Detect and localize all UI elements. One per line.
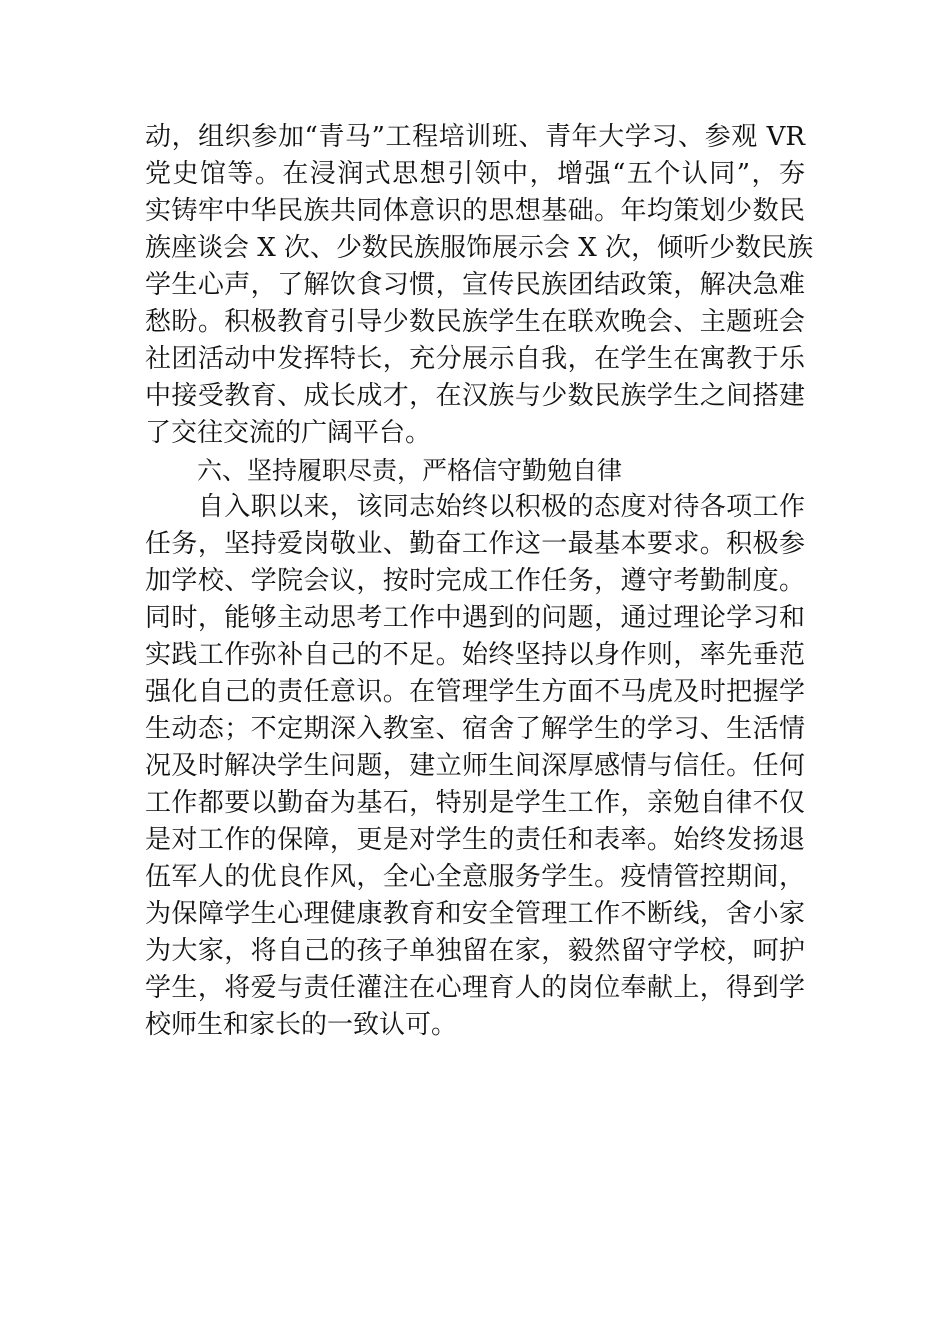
paragraph-line: 自入职以来，该同志始终以积极的态度对待各项工作 bbox=[145, 492, 805, 522]
paragraph-line: 同时，能够主动思考工作中遇到的问题，通过理论学习和 bbox=[145, 603, 805, 633]
paragraph-line: 党史馆等。在浸润式思想引领中，增强“五个认同”，夯 bbox=[145, 159, 805, 189]
paragraph-line: 况及时解决学生问题，建立师生间深厚感情与信任。任何 bbox=[145, 751, 805, 781]
paragraph-line: 愁盼。积极教育引导少数民族学生在联欢晚会、主题班会 bbox=[145, 307, 805, 337]
paragraph-line: 是对工作的保障，更是对学生的责任和表率。始终发扬退 bbox=[145, 825, 805, 855]
paragraph-line: 为保障学生心理健康教育和安全管理工作不断线，舍小家 bbox=[145, 899, 805, 929]
paragraph-line: 了交往交流的广阔平台。 bbox=[145, 418, 432, 448]
paragraph-line: 动，组织参加“青马”工程培训班、青年大学习、参观 VR bbox=[145, 122, 805, 152]
paragraph-line: 工作都要以勤奋为基石，特别是学生工作，亲勉自律不仅 bbox=[145, 788, 805, 818]
paragraph-line: 强化自己的责任意识。在管理学生方面不马虎及时把握学 bbox=[145, 677, 805, 707]
paragraph-line: 伍军人的优良作风，全心全意服务学生。疫情管控期间， bbox=[145, 862, 805, 892]
paragraph-line: 学生，将爱与责任灌注在心理育人的岗位奉献上，得到学 bbox=[145, 973, 805, 1003]
paragraph-line: 加学校、学院会议，按时完成工作任务，遵守考勤制度。 bbox=[145, 566, 805, 596]
paragraph-line: 学生心声，了解饮食习惯，宣传民族团结政策，解决急难 bbox=[145, 270, 805, 300]
paragraph-line: 中接受教育、成长成才，在汉族与少数民族学生之间搭建 bbox=[145, 381, 805, 411]
paragraph-line: 社团活动中发挥特长，充分展示自我，在学生在寓教于乐 bbox=[145, 344, 805, 374]
paragraph-line: 实铸牢中华民族共同体意识的思想基础。年均策划少数民 bbox=[145, 196, 805, 226]
paragraph-line: 族座谈会 X 次、少数民族服饰展示会 X 次，倾听少数民族 bbox=[145, 233, 814, 263]
paragraph-line: 生动态；不定期深入教室、宿舍了解学生的学习、生活情 bbox=[145, 714, 805, 744]
paragraph-line: 为大家，将自己的孩子单独留在家，毅然留守学校，呵护 bbox=[145, 936, 805, 966]
section-heading: 六、坚持履职尽责，严格信守勤勉自律 bbox=[197, 456, 623, 485]
paragraph-line: 实践工作弥补自己的不足。始终坚持以身作则，率先垂范 bbox=[145, 640, 805, 670]
paragraph-line: 任务，坚持爱岗敬业、勤奋工作这一最基本要求。积极参 bbox=[145, 529, 805, 559]
document-body bbox=[145, 119, 814, 1044]
paragraph-line: 校师生和家长的一致认可。 bbox=[145, 1010, 458, 1040]
